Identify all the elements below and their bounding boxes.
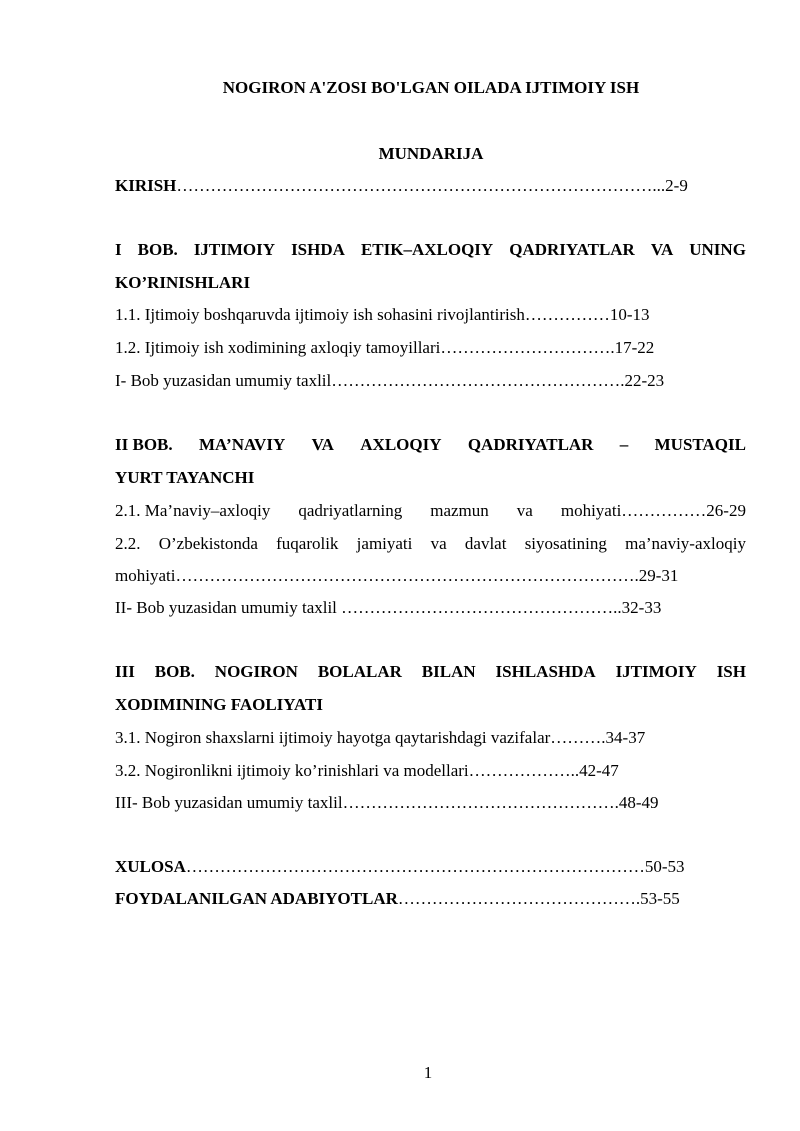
- toc-entry-adabiyotlar: [115, 889, 680, 909]
- toc-entry-2-2: [115, 534, 746, 554]
- entry-word: 2.1. Ma’naviy–axloqiy: [115, 501, 271, 520]
- chapter-2-title: [115, 435, 746, 455]
- toc-entry-3-2: 3.2. Nogironlikni ijtimoiy ko’rinishlari va modellari………………..42-47: [115, 761, 619, 780]
- toc-entry-1-1: 1.1. Ijtimoiy boshqaruvda ijtimoiy ish sohasini rivojlantirish……………10-13: [115, 305, 650, 324]
- entry-word: siyosatining: [524, 534, 607, 553]
- toc-entry-3-1: 3.1. Nogiron shaxslarni ijtimoiy hayotga qaytarishdagi vazifalar……….34-37: [115, 728, 646, 747]
- title-word: BILAN: [421, 662, 476, 681]
- toc-entry-label: FOYDALANILGAN ADABIYOTLAR: [115, 889, 398, 908]
- title-word: AXLOQIY: [360, 435, 442, 454]
- title-word: IJTIMOIY: [615, 662, 697, 681]
- entry-word: O’zbekistonda: [158, 534, 258, 553]
- chapter-2-title-line2: YURT TAYANCHI: [115, 468, 255, 487]
- title-word: ISHDA: [291, 240, 345, 259]
- entry-word: mazmun: [430, 501, 489, 520]
- entry-word: mohiyati……………26-29: [560, 501, 746, 520]
- toc-leader: …………………………………………………………………………...: [176, 176, 666, 195]
- page-number: 1: [423, 1063, 433, 1082]
- toc-leader: …………………………………….: [397, 889, 641, 908]
- entry-word: ma’naviy-axloqiy: [625, 534, 746, 553]
- toc-pages: 2-9: [665, 176, 688, 195]
- title-word: BOB.: [154, 662, 195, 681]
- title-word: I: [115, 240, 122, 259]
- title-word: ISHLASHDA: [495, 662, 596, 681]
- title-word: II BOB.: [115, 435, 173, 454]
- toc-entry-1-summary: I- Bob yuzasidan umumiy taxlil…………………………………………….22-23: [115, 371, 665, 390]
- toc-entry-label: XULOSA: [115, 857, 186, 876]
- title-word: ETIK–AXLOQIY: [360, 240, 494, 259]
- entry-word: va: [516, 501, 533, 520]
- title-word: MUSTAQIL: [654, 435, 746, 454]
- toc-entry-2-summary: II- Bob yuzasidan umumiy taxlil …………………………………………..32-33: [115, 598, 662, 617]
- title-word: IJTIMOIY: [193, 240, 276, 259]
- chapter-3-title-line2: XODIMINING FAOLIYATI: [115, 695, 323, 714]
- title-word: QADRIYATLAR: [467, 435, 594, 454]
- title-word: VA: [311, 435, 334, 454]
- chapter-1-title: [115, 240, 746, 260]
- title-word: III: [115, 662, 135, 681]
- title-word: NOGIRON: [214, 662, 298, 681]
- toc-entry-2-2-line2: mohiyati……………………………………………………………………….29-31: [115, 566, 679, 585]
- toc-entry-kirish: [115, 176, 688, 196]
- entry-word: jamiyati: [356, 534, 413, 553]
- entry-word: 2.2.: [115, 534, 141, 553]
- title-word: ISH: [716, 662, 746, 681]
- toc-entry-xulosa: [115, 857, 685, 877]
- toc-entry-2-1: [115, 501, 746, 521]
- toc-pages: 50-53: [644, 857, 685, 876]
- title-word: MA’NAVIY: [198, 435, 286, 454]
- toc-entry-label: KIRISH: [115, 176, 177, 195]
- toc-heading: MUNDARIJA: [378, 144, 484, 163]
- toc-leader: ………………………………………………………………………: [185, 857, 645, 876]
- title-word: UNING: [689, 240, 746, 259]
- entry-word: davlat: [464, 534, 507, 553]
- title-word: BOB.: [137, 240, 178, 259]
- main-title: NOGIRON A'ZOSI BO'LGAN OILADA IJTIMOIY ISH: [222, 78, 640, 97]
- title-word: VA: [650, 240, 674, 259]
- title-word: QADRIYATLAR: [509, 240, 635, 259]
- entry-word: qadriyatlarning: [298, 501, 403, 520]
- toc-entry-1-2: 1.2. Ijtimoiy ish xodimining axloqiy tamoyillari………………………….17-22: [115, 338, 655, 357]
- toc-entry-3-summary: III- Bob yuzasidan umumiy taxlil………………………………………….48-49: [115, 793, 659, 812]
- chapter-1-title-line2: KO’RINISHLARI: [115, 273, 251, 292]
- title-word: –: [619, 435, 629, 454]
- toc-pages: 53-55: [640, 889, 680, 908]
- title-word: BOLALAR: [317, 662, 402, 681]
- entry-word: va: [430, 534, 447, 553]
- chapter-3-title: [115, 662, 746, 682]
- entry-word: fuqarolik: [276, 534, 339, 553]
